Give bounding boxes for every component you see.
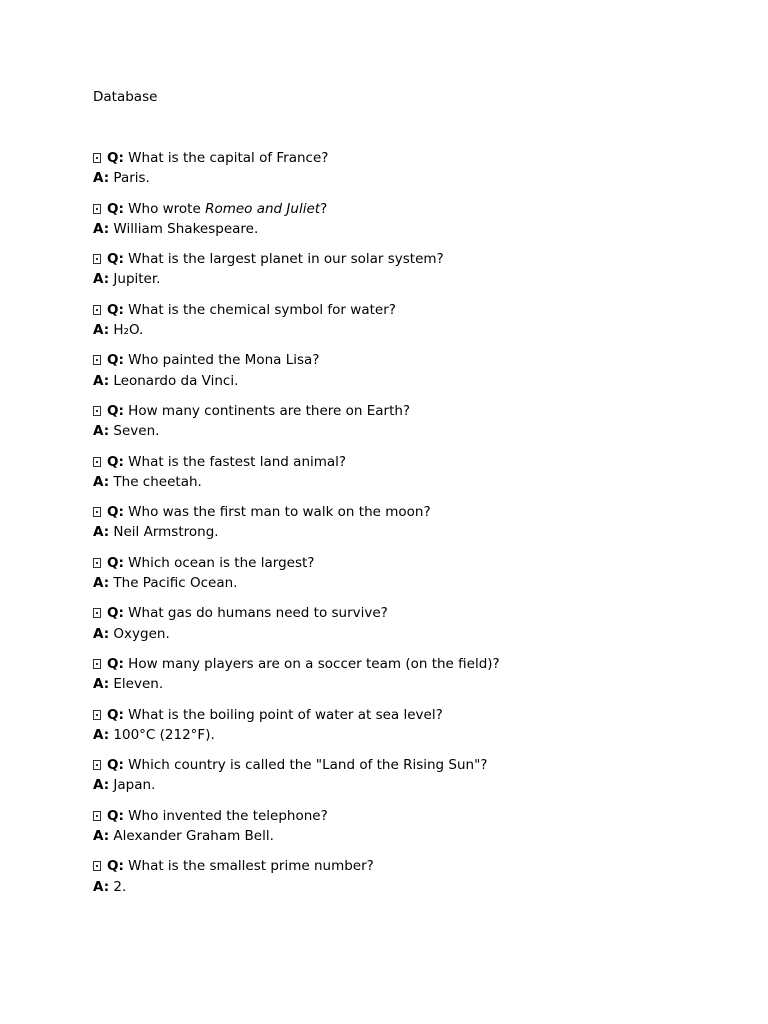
- question-label: Q:: [107, 301, 124, 318]
- question-line: [93, 249, 733, 269]
- answer-line: [93, 522, 733, 542]
- answer-label: A:: [93, 322, 110, 339]
- answer-label: A:: [93, 271, 110, 288]
- question-line: [93, 806, 733, 826]
- answer-text: Jupiter.: [113, 271, 161, 288]
- qa-item: [93, 300, 733, 351]
- answer-line: [93, 320, 733, 340]
- question-line: [93, 148, 733, 168]
- answer-line: [93, 168, 733, 188]
- question-line: [93, 553, 733, 573]
- question-line: [93, 654, 733, 674]
- qa-item: [93, 199, 733, 250]
- question-label: Q:: [107, 251, 124, 268]
- question-label: Q:: [107, 200, 124, 217]
- answer-label: A:: [93, 676, 110, 693]
- answer-line: [93, 421, 733, 441]
- qa-item: [93, 401, 733, 452]
- missing-glyph-icon: [93, 457, 101, 467]
- question-line: [93, 199, 733, 219]
- question-text: Which ocean is the largest?: [128, 554, 315, 571]
- answer-text: The Pacific Ocean.: [113, 575, 238, 592]
- missing-glyph-icon: [93, 355, 101, 365]
- qa-item: [93, 705, 733, 756]
- question-text: How many players are on a soccer team (on the field)?: [128, 655, 500, 672]
- answer-text: Alexander Graham Bell.: [113, 828, 274, 845]
- question-text: What is the boiling point of water at sea level?: [128, 706, 443, 723]
- missing-glyph-icon: [93, 204, 101, 214]
- question-label: Q:: [107, 807, 124, 824]
- qa-item: [93, 603, 733, 654]
- answer-line: [93, 624, 733, 644]
- answer-label: A:: [93, 777, 110, 794]
- answer-text: 2.: [113, 878, 127, 895]
- question-text: What is the capital of France?: [128, 150, 329, 166]
- answer-line: [93, 573, 733, 593]
- qa-item: [93, 856, 733, 907]
- answer-line: [93, 826, 733, 846]
- answer-label: A:: [93, 220, 110, 237]
- qa-item: [93, 502, 733, 553]
- missing-glyph-icon: [93, 254, 101, 264]
- question-text: Who invented the telephone?: [128, 807, 328, 824]
- answer-label: A:: [93, 575, 110, 592]
- missing-glyph-icon: [93, 861, 101, 871]
- question-label: Q:: [107, 605, 124, 622]
- question-label: Q:: [107, 453, 124, 470]
- answer-text: Oxygen.: [113, 625, 170, 642]
- document-title: Database: [93, 89, 158, 105]
- answer-text: Neil Armstrong.: [113, 524, 219, 541]
- answer-line: [93, 674, 733, 694]
- missing-glyph-icon: [93, 153, 101, 163]
- answer-text: Paris.: [113, 170, 150, 187]
- question-line: [93, 705, 733, 725]
- missing-glyph-icon: [93, 406, 101, 416]
- missing-glyph-icon: [93, 558, 101, 568]
- qa-item: [93, 148, 733, 199]
- question-text: Who painted the Mona Lisa?: [128, 352, 320, 369]
- qa-item: [93, 452, 733, 503]
- question-text: What is the fastest land animal?: [128, 453, 347, 470]
- answer-line: [93, 371, 733, 391]
- question-label: Q:: [107, 858, 124, 875]
- qa-item: [93, 350, 733, 401]
- question-line: [93, 452, 733, 472]
- answer-label: A:: [93, 625, 110, 642]
- qa-item: [93, 553, 733, 604]
- question-line: [93, 300, 733, 320]
- question-line: [93, 502, 733, 522]
- answer-text: Eleven.: [113, 676, 164, 693]
- answer-text: Leonardo da Vinci.: [113, 372, 239, 389]
- qa-item: [93, 654, 733, 705]
- answer-label: A:: [93, 170, 110, 187]
- question-text-end: ?: [320, 200, 328, 217]
- qa-list: [93, 148, 733, 907]
- answer-line: [93, 775, 733, 795]
- answer-label: A:: [93, 726, 110, 743]
- answer-line: [93, 269, 733, 289]
- missing-glyph-icon: [93, 760, 101, 770]
- qa-item: [93, 755, 733, 806]
- question-line: [93, 603, 733, 623]
- answer-text: H₂O.: [113, 322, 144, 339]
- question-text: What gas do humans need to survive?: [128, 605, 388, 622]
- question-label: Q:: [107, 150, 124, 166]
- question-label: Q:: [107, 706, 124, 723]
- question-label: Q:: [107, 352, 124, 369]
- question-line: [93, 350, 733, 370]
- answer-text: Seven.: [113, 423, 160, 440]
- question-text: How many continents are there on Earth?: [128, 402, 411, 419]
- question-text: Which country is called the "Land of the Rising Sun"?: [128, 757, 488, 774]
- question-text: Who wrote: [128, 200, 206, 217]
- answer-label: A:: [93, 828, 110, 845]
- question-line: [93, 755, 733, 775]
- qa-item: [93, 249, 733, 300]
- question-label: Q:: [107, 757, 124, 774]
- answer-text: 100°C (212°F).: [113, 726, 215, 743]
- missing-glyph-icon: [93, 608, 101, 618]
- question-text: What is the chemical symbol for water?: [128, 301, 396, 318]
- answer-text: William Shakespeare.: [113, 220, 259, 237]
- answer-label: A:: [93, 524, 110, 541]
- question-label: Q:: [107, 402, 124, 419]
- missing-glyph-icon: [93, 710, 101, 720]
- question-text: Who was the first man to walk on the moon?: [128, 504, 431, 521]
- answer-label: A:: [93, 473, 110, 490]
- question-text: What is the largest planet in our solar system?: [128, 251, 444, 268]
- answer-label: A:: [93, 423, 110, 440]
- answer-line: [93, 725, 733, 745]
- answer-line: [93, 219, 733, 239]
- question-italic-text: Romeo and Juliet: [205, 200, 321, 217]
- answer-text: Japan.: [113, 777, 156, 794]
- question-line: [93, 856, 733, 876]
- qa-item: [93, 806, 733, 857]
- question-text: What is the smallest prime number?: [128, 858, 374, 875]
- missing-glyph-icon: [93, 811, 101, 821]
- missing-glyph-icon: [93, 507, 101, 517]
- missing-glyph-icon: [93, 659, 101, 669]
- answer-line: [93, 472, 733, 492]
- question-line: [93, 401, 733, 421]
- question-label: Q:: [107, 554, 124, 571]
- missing-glyph-icon: [93, 305, 101, 315]
- question-label: Q:: [107, 655, 124, 672]
- answer-text: The cheetah.: [113, 473, 202, 490]
- answer-label: A:: [93, 878, 110, 895]
- answer-line: [93, 877, 733, 897]
- answer-label: A:: [93, 372, 110, 389]
- question-label: Q:: [107, 504, 124, 521]
